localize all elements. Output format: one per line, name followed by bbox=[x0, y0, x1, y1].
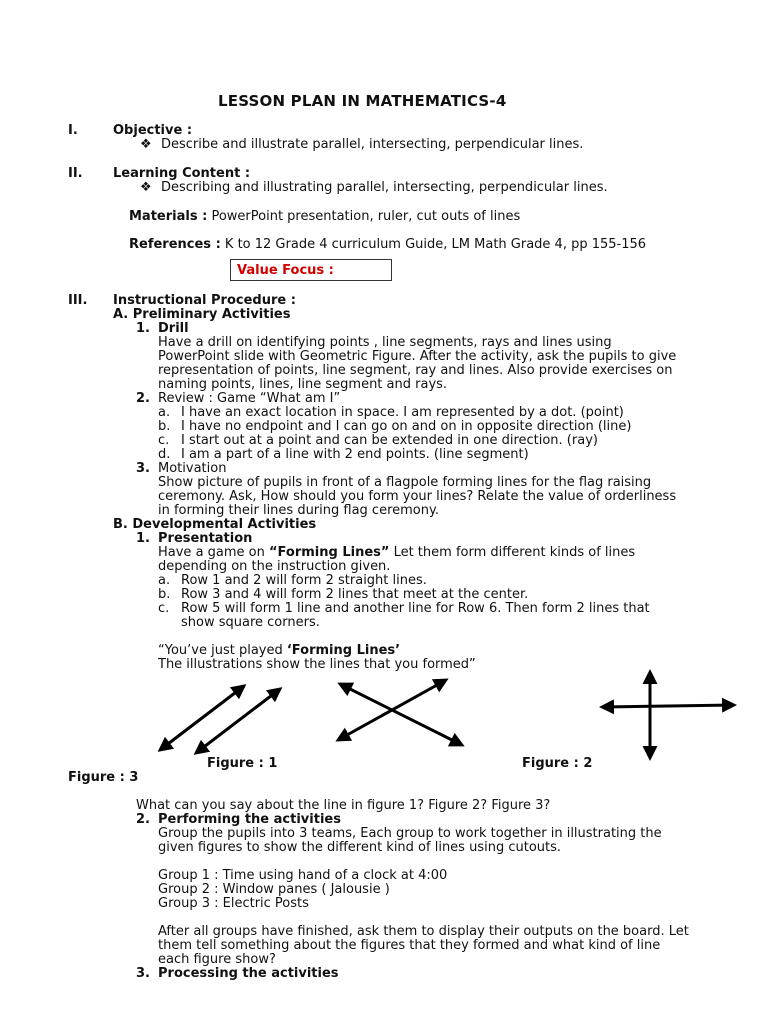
motivation-line: Show picture of pupils in front of a flagpole forming lines for the flag raising bbox=[158, 475, 652, 490]
presentation-letter: c. bbox=[158, 601, 170, 616]
review-item: I have an exact location in space. I am represented by a dot. (point) bbox=[181, 405, 624, 420]
presentation-letter: b. bbox=[158, 587, 171, 602]
drill-line: Have a drill on identifying points , line segments, rays and lines using bbox=[158, 335, 612, 350]
group-line: Group 2 : Window panes ( Jalousie ) bbox=[158, 882, 390, 897]
review-letter: c. bbox=[158, 433, 170, 448]
page-title: LESSON PLAN IN MATHEMATICS-4 bbox=[218, 92, 507, 110]
drill-line: PowerPoint slide with Geometric Figure. After the activity, ask the pupils to give bbox=[158, 349, 677, 364]
perpendicular-line-h bbox=[602, 705, 734, 707]
performing-line: Group the pupils into 3 teams, Each group to work together in illustrating the bbox=[158, 826, 662, 841]
objective-heading: Objective : bbox=[113, 123, 193, 138]
after-line: them tell something about the figures that they formed and what kind of line bbox=[158, 938, 661, 953]
review-letter: b. bbox=[158, 419, 171, 434]
presentation-letter: a. bbox=[158, 573, 171, 588]
processing-title: Processing the activities bbox=[158, 966, 339, 981]
played-bold: ‘Forming Lines’ bbox=[286, 643, 401, 658]
value-focus-label: Value Focus : bbox=[237, 263, 334, 278]
review-item: I have no endpoint and I can go on and on in opposite direction (line) bbox=[181, 419, 632, 434]
list-number: 2. bbox=[136, 812, 150, 827]
figures-question: What can you say about the line in figure 1? Figure 2? Figure 3? bbox=[136, 798, 551, 813]
figure-2-label: Figure : 2 bbox=[522, 756, 593, 771]
after-line: each figure show? bbox=[158, 952, 276, 967]
group-line: Group 1 : Time using hand of a clock at 4:00 bbox=[158, 868, 448, 883]
learning-content-item: Describing and illustrating parallel, intersecting, perpendicular lines. bbox=[161, 180, 608, 195]
learning-content-heading: Learning Content : bbox=[113, 166, 251, 181]
performing-line: given figures to show the different kind of lines using cutouts. bbox=[158, 840, 562, 855]
played-line2: The illustrations show the lines that you formed” bbox=[158, 657, 476, 672]
procedure-heading: Instructional Procedure : bbox=[113, 293, 296, 308]
figure-3-label: Figure : 3 bbox=[68, 770, 139, 785]
drill-title: Drill bbox=[158, 321, 189, 336]
presentation-item: Row 1 and 2 will form 2 straight lines. bbox=[181, 573, 427, 588]
review-title: Review : Game “What am I” bbox=[158, 391, 341, 406]
review-item: I start out at a point and can be extended in one direction. (ray) bbox=[181, 433, 598, 448]
intro-post: Let them form different kinds of lines bbox=[389, 545, 636, 560]
list-number: 3. bbox=[136, 461, 150, 476]
figure-1-label: Figure : 1 bbox=[207, 756, 278, 771]
motivation-line: ceremony. Ask, How should you form your lines? Relate the value of orderliness bbox=[158, 489, 677, 504]
section-number: II. bbox=[68, 166, 83, 181]
section-number: I. bbox=[68, 123, 78, 138]
review-letter: a. bbox=[158, 405, 171, 420]
forming-lines-bold: “Forming Lines” bbox=[269, 545, 390, 560]
presentation-item-cont: show square corners. bbox=[181, 615, 320, 630]
list-number: 1. bbox=[136, 531, 150, 546]
presentation-title: Presentation bbox=[158, 531, 253, 546]
played-pre: “You’ve just played bbox=[158, 643, 287, 658]
review-item: I am a part of a line with 2 end points. (line segment) bbox=[181, 447, 529, 462]
drill-line: naming points, lines, line segment and rays. bbox=[158, 377, 448, 392]
bullet-icon: ❖ bbox=[140, 137, 152, 152]
developmental-heading: B. Developmental Activities bbox=[113, 517, 317, 532]
list-number: 1. bbox=[136, 321, 150, 336]
materials-value: PowerPoint presentation, ruler, cut outs of lines bbox=[211, 209, 521, 224]
presentation-item: Row 5 will form 1 line and another line for Row 6. Then form 2 lines that bbox=[181, 601, 650, 616]
bullet-icon: ❖ bbox=[140, 180, 152, 195]
performing-title: Performing the activities bbox=[158, 812, 341, 827]
motivation-line: in forming their lines during flag ceremony. bbox=[158, 503, 439, 518]
intro-pre: Have a game on bbox=[158, 545, 270, 560]
list-number: 2. bbox=[136, 391, 150, 406]
presentation-item: Row 3 and 4 will form 2 lines that meet at the center. bbox=[181, 587, 529, 602]
preliminary-heading: A. Preliminary Activities bbox=[113, 307, 291, 322]
presentation-intro-line2: depending on the instruction given. bbox=[158, 559, 391, 574]
motivation-title: Motivation bbox=[158, 461, 227, 476]
group-line: Group 3 : Electric Posts bbox=[158, 896, 309, 911]
objective-item: Describe and illustrate parallel, intersecting, perpendicular lines. bbox=[161, 137, 584, 152]
section-number: III. bbox=[68, 293, 88, 308]
references-label: References : bbox=[129, 237, 221, 252]
materials-label: Materials : bbox=[129, 209, 208, 224]
list-number: 3. bbox=[136, 966, 150, 981]
review-letter: d. bbox=[158, 447, 171, 462]
references-value: K to 12 Grade 4 curriculum Guide, LM Math Grade 4, pp 155-156 bbox=[224, 237, 647, 252]
parallel-line-2 bbox=[196, 689, 280, 753]
intersecting-line-2 bbox=[338, 680, 446, 740]
drill-line: representation of points, line segment, ray and lines. Also provide exercises on bbox=[158, 363, 673, 378]
intersecting-line-1 bbox=[340, 684, 462, 745]
parallel-line-1 bbox=[160, 686, 244, 750]
after-line: After all groups have finished, ask them to display their outputs on the board. Let bbox=[158, 924, 689, 939]
